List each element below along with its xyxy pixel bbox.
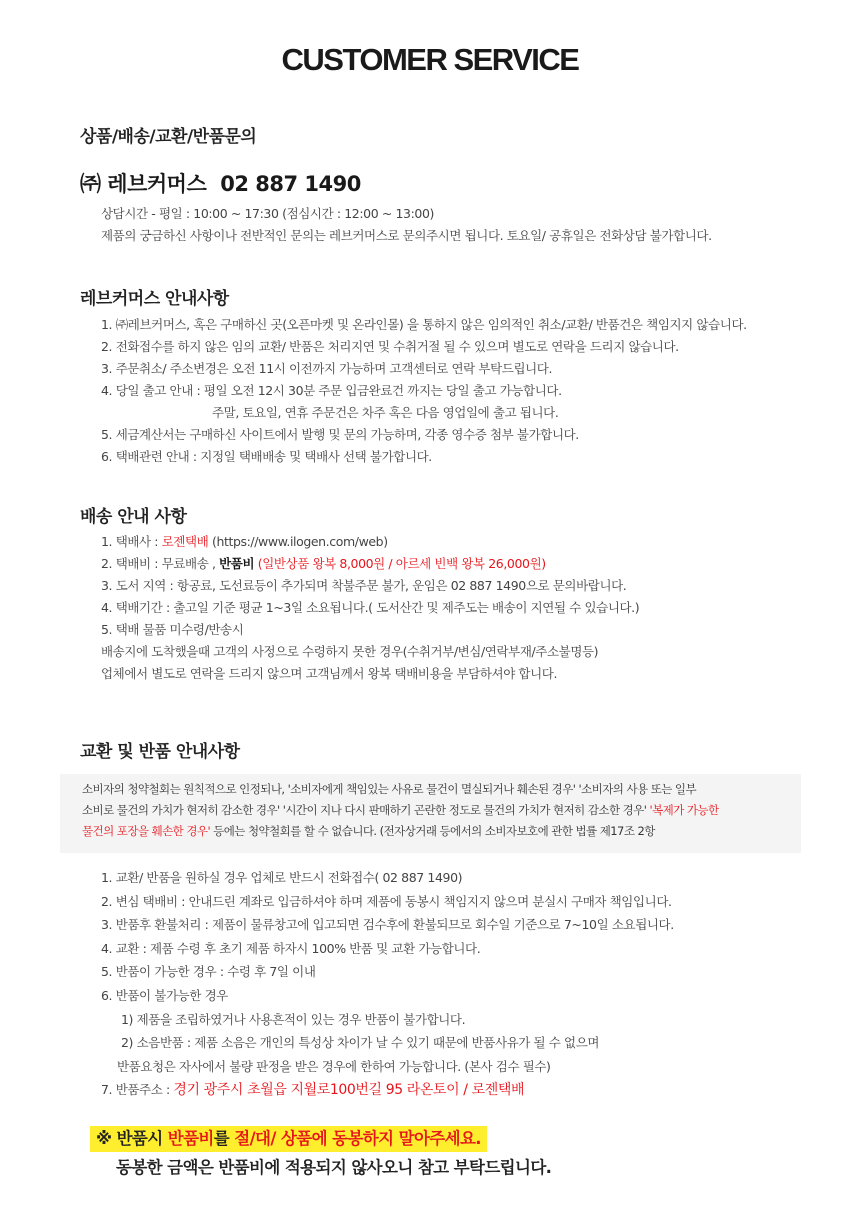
address-prefix: 7. 반품주소 : xyxy=(101,1082,174,1098)
guide-item: 주말, 토요일, 연휴 주문건은 차주 혹은 다음 영업일에 출고 됩니다. xyxy=(212,405,559,420)
contact-info xyxy=(101,202,712,247)
returns-item: 4. 교환 : 제품 수령 후 초기 제품 하자시 100% 반품 및 교환 가능합니다. xyxy=(101,940,481,956)
returns-item: 3. 반품후 환불처리 : 제품이 물류창고에 입고되면 검수후에 환불되므로 회수일 기준으로 7~10일 소요됩니다. xyxy=(101,917,674,933)
warning-red: 반품비 xyxy=(167,1129,214,1148)
warning-text: 를 xyxy=(213,1129,235,1148)
shipping-courier xyxy=(101,531,639,553)
returns-heading: 교환 및 반품 안내사항 xyxy=(80,742,240,762)
fee-prefix: 2. 택배비 : 무료배송 , xyxy=(101,556,220,571)
guide-item: 6. 택배관련 안내 : 지정일 택배배송 및 택배사 선택 불가합니다. xyxy=(101,449,432,464)
shipping-item: 3. 도서 지역 : 항공료, 도선료등이 추가되며 착불주문 불가, 운임은 02 887 1490으로 문의바랍니다. xyxy=(101,578,627,593)
notice-highlight: 물건의 포장을 훼손한 경우' xyxy=(82,824,211,838)
notice-line xyxy=(82,821,801,842)
shipping-heading: 배송 안내 사항 xyxy=(80,507,187,527)
guide-item: 5. 세금계산서는 구매하신 사이트에서 발행 및 문의 가능하며, 각종 영수증 첨부 불가합니다. xyxy=(101,427,579,442)
courier-name: 로젠택배 xyxy=(161,534,209,549)
page-title: CUSTOMER SERVICE xyxy=(281,42,579,77)
guide-item: 4. 당일 출고 안내 : 평일 오전 12시 30분 주문 입금완료건 까지는 당일 출고 가능합니다. xyxy=(101,383,562,398)
notice-line xyxy=(82,800,801,821)
shipping-fee xyxy=(101,553,639,575)
warning-text: ※ 반품시 xyxy=(96,1129,168,1148)
notice-highlight: '복제가 가능한 xyxy=(649,803,719,817)
returns-list xyxy=(101,866,674,1102)
courier-url[interactable]: (https://www.ilogen.com/web) xyxy=(208,534,388,549)
notice-text: 소비로 물건의 가치가 현저히 감소한 경우' '시간이 지나 다시 판매하기 곤란한 정도로 물건의 가치가 현저히 감소한 경우' xyxy=(82,803,650,817)
phone-number[interactable]: 02 887 1490 xyxy=(220,172,361,196)
return-address: 경기 광주시 초월읍 지월로100번길 95 라온토이 / 로젠택배 xyxy=(173,1082,525,1099)
guide-item: 1. ㈜레브커머스, 혹은 구매하신 곳(오픈마켓 및 온라인몰) 을 통하지 않은 임의적인 취소/교환/ 반품건은 책임지지 않습니다. xyxy=(101,317,747,332)
shipping-item: 5. 택배 물품 미수령/반송시 xyxy=(101,622,244,637)
shipping-item: 업체에서 별도로 연락을 드리지 않으며 고객님께서 왕복 택배비용을 부담하셔야 합니다. xyxy=(101,666,558,681)
guide-heading: 레브커머스 안내사항 xyxy=(80,289,229,309)
consult-hours: 상담시간 - 평일 : 10:00 ~ 17:30 (점심시간 : 12:00 ~ 13:00) xyxy=(101,206,434,221)
returns-address-line xyxy=(101,1078,674,1102)
shipping-list xyxy=(101,531,639,685)
withdrawal-notice-box xyxy=(60,774,801,853)
company-name: ㈜ 레브커머스 xyxy=(80,172,207,196)
warning-note: 동봉한 금액은 반품비에 적용되지 않사오니 참고 부탁드립니다. xyxy=(116,1158,552,1177)
returns-subitem: 반품요청은 자사에서 불량 판정을 받은 경우에 한하여 가능합니다. (본사 검수 필수) xyxy=(117,1058,551,1074)
contact-heading: 상품/배송/교환/반품문의 xyxy=(80,127,257,147)
return-fee-warning xyxy=(90,1126,551,1180)
warning-red: 절/대/ 상품에 동봉하지 말아주세요. xyxy=(234,1129,481,1148)
notice-text: 등에는 청약철회를 할 수 없습니다. (전자상거래 등에서의 소비자보호에 관한 법률 제17조 2항 xyxy=(210,824,655,838)
consult-note: 제품의 궁금하신 사항이나 전반적인 문의는 레브커머스로 문의주시면 됩니다. 토요일/ 공휴일은 전화상담 불가합니다. xyxy=(101,227,712,243)
fee-detail: (일반상품 왕복 8,000원 / 아르세 빈백 왕복 26,000원) xyxy=(254,556,546,571)
courier-prefix: 1. 택배사 : xyxy=(101,534,162,549)
notice-line: 소비자의 청약철회는 원칙적으로 인정되나, '소비자에게 책임있는 사유로 물건이 멸실되거나 훼손된 경우' '소비자의 사용 또는 일부 xyxy=(82,782,697,796)
returns-item: 1. 교환/ 반품을 원하실 경우 업체로 반드시 전화접수( 02 887 1490) xyxy=(101,870,463,885)
guide-item: 2. 전화접수를 하지 않은 임의 교환/ 반품은 처리지연 및 수취거절 될 수 있으며 별도로 연락을 드리지 않습니다. xyxy=(101,339,679,354)
fee-label: 반품비 xyxy=(219,556,255,571)
contact-phone-line xyxy=(80,168,361,198)
returns-item: 5. 반품이 가능한 경우 : 수령 후 7일 이내 xyxy=(101,964,316,980)
guide-item: 3. 주문취소/ 주소변경은 오전 11시 이전까지 가능하며 고객센터로 연락 부탁드립니다. xyxy=(101,361,553,376)
returns-subitem: 2) 소음반품 : 제품 소음은 개인의 특성상 차이가 날 수 있기 때문에 반품사유가 될 수 없으며 xyxy=(121,1035,600,1051)
shipping-item: 4. 택배기간 : 출고일 기준 평균 1~3일 소요됩니다.( 도서산간 및 제주도는 배송이 지연될 수 있습니다.) xyxy=(101,600,640,615)
shipping-item: 배송지에 도착했을때 고객의 사정으로 수령하지 못한 경우(수취거부/변심/연락부재/주소불명등) xyxy=(101,644,599,659)
guide-list xyxy=(101,314,747,468)
returns-item: 6. 반품이 불가능한 경우 xyxy=(101,987,228,1003)
warning-highlight xyxy=(90,1126,487,1152)
returns-subitem: 1) 제품을 조립하였거나 사용흔적이 있는 경우 반품이 불가합니다. xyxy=(121,1011,466,1027)
returns-item: 2. 변심 택배비 : 안내드린 계좌로 입금하셔야 하며 제품에 동봉시 책임지지 않으며 분실시 구매자 책임입니다. xyxy=(101,893,672,909)
